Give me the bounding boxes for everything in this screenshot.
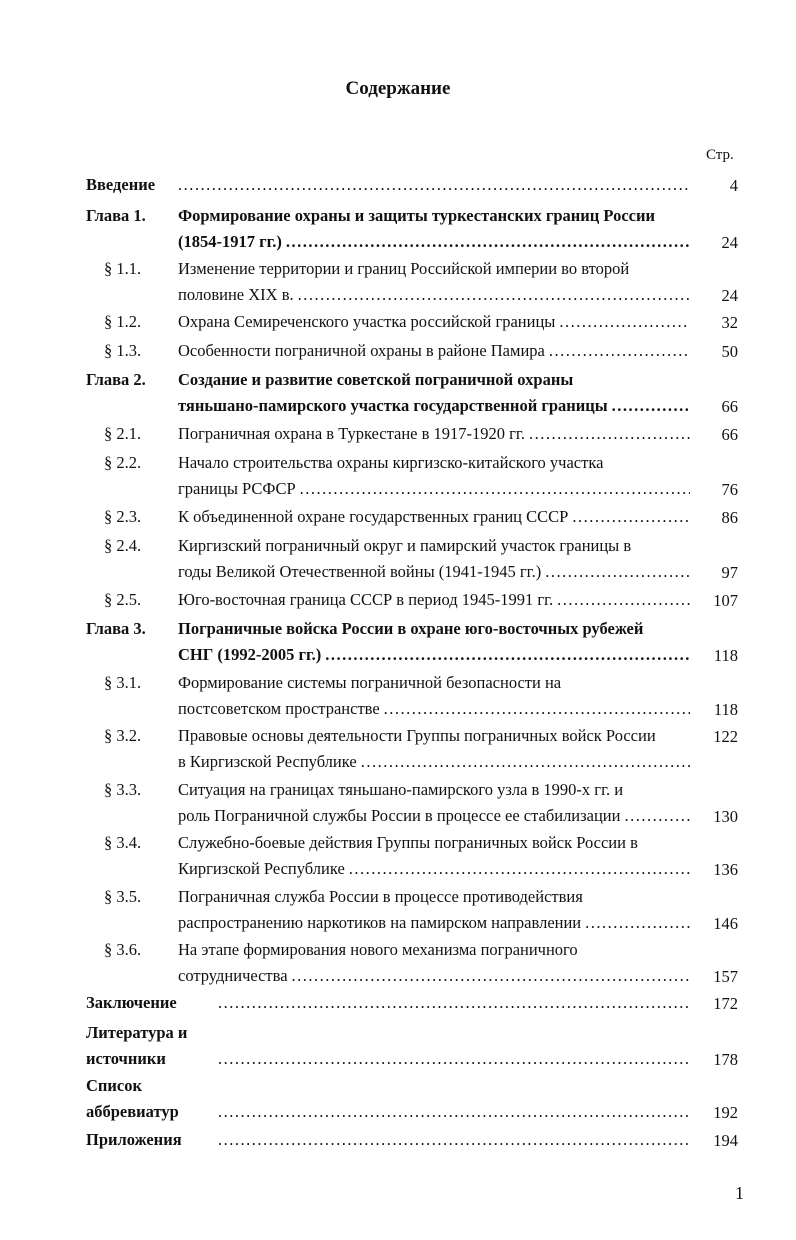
toc-entry-label: § 2.1. <box>104 424 142 443</box>
toc-entry-title-line: Охрана Семиреченского участка российской границы <box>178 312 556 331</box>
toc-entry-title-line: сотрудничества <box>178 966 288 985</box>
toc-entry-title <box>178 723 690 775</box>
toc-entry-title-line: (1854-1917 гг.) <box>178 232 282 251</box>
toc-entry-title-line: распространению наркотиков на памирском направлении <box>178 913 582 932</box>
toc-entry-title-line: На этапе формирования нового механизма пограничного <box>178 940 578 959</box>
dot-leader <box>557 587 690 613</box>
toc-entry-title <box>178 450 690 502</box>
toc-entry-label: § 2.4. <box>104 536 142 555</box>
pages-column-header: Стр. <box>706 147 734 163</box>
dot-leader <box>218 1127 690 1153</box>
toc-entry-title-line: Особенности пограничной охраны в районе Памира <box>178 341 545 360</box>
toc-entry-title-line: половине XIX в. <box>178 285 294 304</box>
toc-entry-label: Заключение <box>86 993 177 1012</box>
toc-entry-label: § 2.5. <box>104 590 142 609</box>
toc-entry-title-line: Пограничная служба России в процессе противодействия <box>178 887 583 906</box>
toc-entry-title-line: Формирование охраны и защиты туркестанских границ России <box>178 206 656 225</box>
toc-entry-title-line: Служебно-боевые действия Группы пограничных войск России в <box>178 833 638 852</box>
dot-leader <box>178 172 690 198</box>
toc-entry-page: 24 <box>721 286 738 305</box>
toc-entry-title <box>178 504 690 530</box>
dot-leader <box>300 476 690 502</box>
dot-leader <box>549 338 690 364</box>
toc-entry-page: 130 <box>713 807 738 826</box>
toc-entry-title <box>178 670 690 722</box>
dot-leader <box>286 229 690 255</box>
toc-entry-title <box>178 884 690 936</box>
toc-entry-page: 4 <box>729 176 738 195</box>
toc-entry-title <box>218 990 690 1016</box>
toc-entry-page: 107 <box>713 591 738 610</box>
toc-entry-label: § 1.2. <box>104 312 142 331</box>
toc-entry-page: 66 <box>721 397 738 416</box>
toc-entry-page: 122 <box>713 727 738 746</box>
toc-entry-label: § 3.4. <box>104 833 142 852</box>
dot-leader <box>384 696 690 722</box>
toc-entry-page: 192 <box>713 1103 738 1122</box>
toc-entry-title <box>178 203 690 255</box>
toc-entry-label: § 2.2. <box>104 453 142 472</box>
toc-entry-page: 157 <box>713 967 738 986</box>
toc-entry-title-line: Киргизской Республике <box>178 859 345 878</box>
dot-leader <box>361 749 690 775</box>
dot-leader <box>298 282 690 308</box>
toc-entry-title <box>178 172 690 198</box>
toc-entry-page: 76 <box>721 480 738 499</box>
toc-entry-page: 118 <box>713 646 738 665</box>
toc-entry-label: § 3.3. <box>104 780 142 799</box>
toc-entry-title-line: Создание и развитие советской пограничной охраны <box>178 370 574 389</box>
toc-entry-title-line: Юго-восточная граница СССР в период 1945-1991 гг. <box>178 590 554 609</box>
toc-entry-title-line: тяньшано-памирского участка государственной границы <box>178 396 608 415</box>
toc-entry-title-line: Формирование системы пограничной безопасности на <box>178 673 562 692</box>
toc-entry-title-line: Правовые основы деятельности Группы пограничных войск России <box>178 726 656 745</box>
toc-entry-page: 118 <box>713 700 738 719</box>
toc-entry-page: 24 <box>721 233 738 252</box>
toc-entry-title <box>178 533 690 585</box>
toc-entry-title-line: Ситуация на границах тяньшано-памирского узла в 1990-х гг. и <box>178 780 624 799</box>
toc-entry-label: § 3.2. <box>104 726 142 745</box>
toc-entry-title-line: в Киргизской Республике <box>178 752 357 771</box>
dot-leader <box>559 309 690 335</box>
page-number: 1 <box>735 1183 744 1203</box>
toc-entry-label: § 3.1. <box>104 673 142 692</box>
toc-entry-label: § 2.3. <box>104 507 142 526</box>
toc-entry-title <box>178 616 690 668</box>
toc-entry-title <box>178 937 690 989</box>
toc-entry-page: 146 <box>713 914 738 933</box>
dot-leader <box>624 803 690 829</box>
toc-entry-label: § 1.1. <box>104 259 142 278</box>
toc-entry-title-line: Киргизский пограничный округ и памирский участок границы в <box>178 536 632 555</box>
toc-entry-title-line: СНГ (1992-2005 гг.) <box>178 645 322 664</box>
toc-entry-title <box>178 421 690 447</box>
toc-entry-label: § 1.3. <box>104 341 142 360</box>
toc-entry-label: Глава 3. <box>86 619 146 638</box>
toc-entry-page: 32 <box>721 313 738 332</box>
toc-entry-title <box>178 338 690 364</box>
toc-entry-page: 50 <box>721 342 738 361</box>
dot-leader <box>218 1046 690 1072</box>
toc-entry-page: 172 <box>713 994 738 1013</box>
page-title: Содержание <box>345 78 451 99</box>
toc-entry-page: 178 <box>713 1050 738 1069</box>
toc-entry-label: Приложения <box>86 1130 182 1149</box>
toc-entry-title <box>178 309 690 335</box>
toc-entry-label: Введение <box>86 175 156 194</box>
toc-entry-title-line: К объединенной охране государственных границ СССР <box>178 507 569 526</box>
toc-entry-title <box>178 256 690 308</box>
toc-entry-title-line: Начало строительства охраны киргизско-китайского участка <box>178 453 604 472</box>
dot-leader <box>218 990 690 1016</box>
toc-entry-page: 194 <box>713 1131 738 1150</box>
toc-entry-label: § 3.5. <box>104 887 142 906</box>
toc-entry-title-line: Изменение территории и границ Российской империи во второй <box>178 259 630 278</box>
toc-entry-page: 97 <box>721 563 738 582</box>
dot-leader <box>529 421 690 447</box>
toc-entry-page: 136 <box>713 860 738 879</box>
toc-entry-title-line: постсоветском пространстве <box>178 699 380 718</box>
toc-entry-page: 66 <box>721 425 738 444</box>
toc-entry-title <box>218 1020 690 1072</box>
toc-entry-title-line: границы РСФСР <box>178 479 296 498</box>
dot-leader <box>325 642 690 668</box>
toc-entry-title-line: Пограничные войска России в охране юго-восточных рубежей <box>178 619 644 638</box>
toc-entry-label: Глава 1. <box>86 206 146 225</box>
toc-entry-label: Литература и источники <box>86 1023 188 1068</box>
toc-entry-title-line: роль Пограничной службы России в процессе ее стабилизации <box>178 806 621 825</box>
toc-entry-label: Глава 2. <box>86 370 146 389</box>
toc-entry-title <box>218 1073 690 1125</box>
dot-leader <box>292 963 690 989</box>
toc-entry-title-line: Пограничная охрана в Туркестане в 1917-1920 гг. <box>178 424 525 443</box>
toc-entry-title <box>178 830 690 882</box>
dot-leader <box>545 559 690 585</box>
toc-entry-title <box>218 1127 690 1153</box>
dot-leader <box>218 1099 690 1125</box>
dot-leader <box>612 393 690 419</box>
toc-entry-title <box>178 777 690 829</box>
toc-entry-title-line: годы Великой Отечественной войны (1941-1945 гг.) <box>178 562 542 581</box>
dot-leader <box>572 504 690 530</box>
toc-entry-label: § 3.6. <box>104 940 142 959</box>
toc-entry-label: Список аббревиатур <box>86 1076 179 1121</box>
toc-entry-page: 86 <box>721 508 738 527</box>
dot-leader <box>585 910 690 936</box>
toc-entry-title <box>178 587 690 613</box>
dot-leader <box>349 856 690 882</box>
toc-entry-title <box>178 367 690 419</box>
